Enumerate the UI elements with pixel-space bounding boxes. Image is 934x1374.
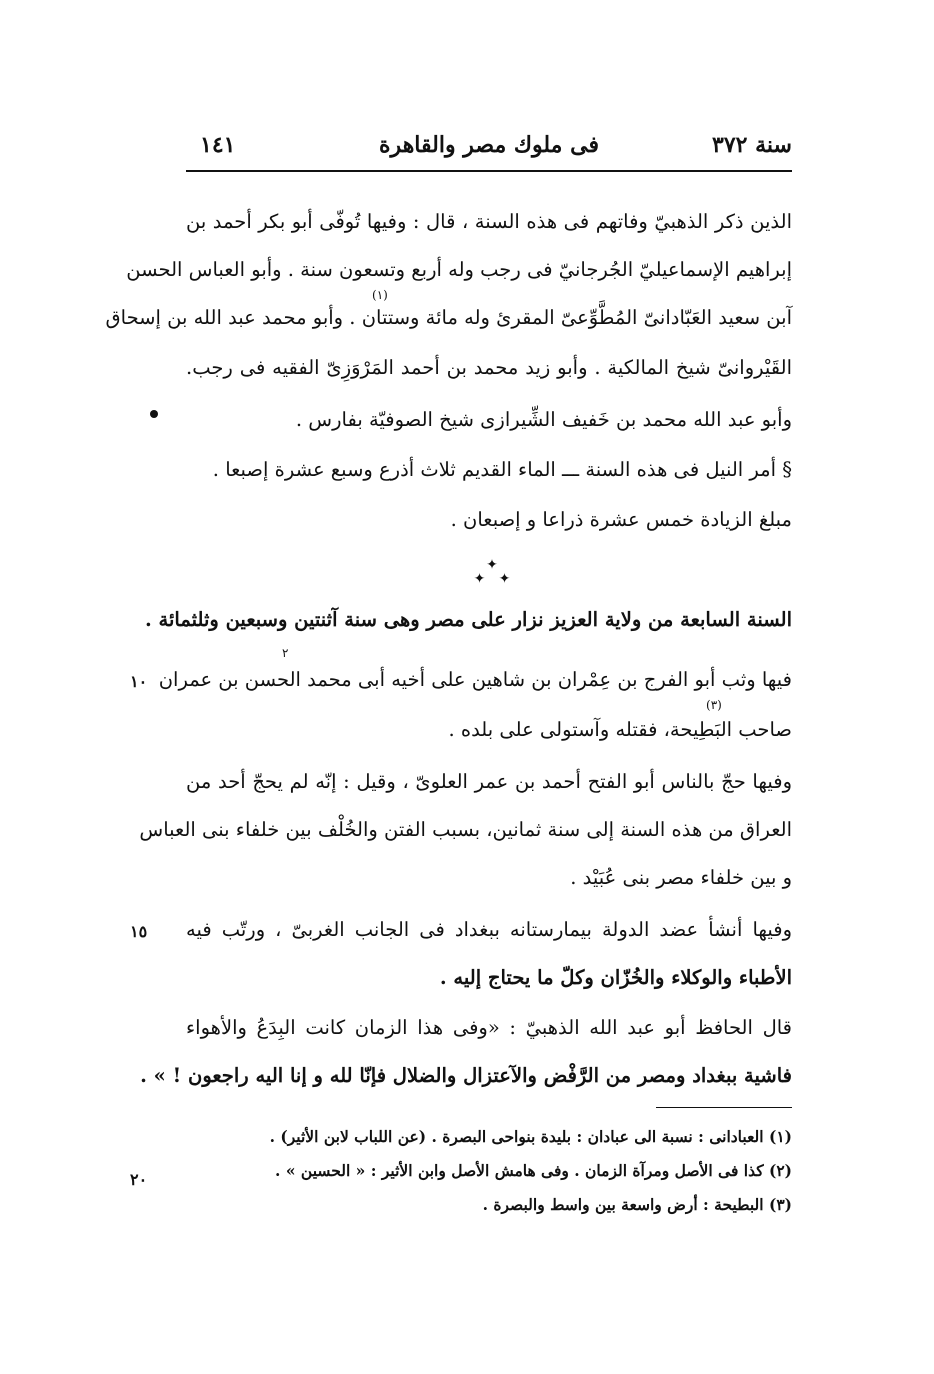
body-line: وفيها حجّ بالناس أبو الفتح أحمد بن عمر العلوىّ ، وقيل : إنّه لم يحجّ أحد من [186, 770, 792, 793]
star-mark: ✦ [498, 571, 511, 587]
header-rule [186, 170, 792, 172]
footnote: (٢) كذا فى الأصل ومرآة الزمان . وفى هامش الأصل وابن الأثير : « الحسين » . [275, 1161, 792, 1180]
body-line: العراق من هذه السنة إلى سنة ثمانين، بسبب الفتن والخُلْف بين خلفاء بنى العباس [139, 818, 792, 841]
header-year: سنة ٣٧٢ [712, 132, 792, 158]
footnote-marker: (١) [372, 288, 388, 302]
body-line: و بين خلفاء مصر بنى عُبَيْد . [570, 866, 792, 889]
body-line: الأطباء والوكلاء والخُزّان وكلّ ما يحتاج إليه . [439, 966, 792, 989]
body-line: الذين ذكر الذهبيّ وفاتهم فى هذه السنة ، قال : وفيها تُوفّى أبو بكر أحمد بن [186, 210, 792, 233]
margin-line-number: ١٠ [130, 672, 148, 691]
margin-dot [150, 410, 158, 418]
body-line: قال الحافظ أبو عبد الله الذهبيّ : «وفى هذا الزمان كانت البِدَعُ والأهواء [186, 1016, 792, 1039]
body-line: إبراهيم الإسماعيليّ الجُرجانيّ فى رجب وله أربع وتسعون سنة . وأبو العباس الحسن [126, 258, 792, 281]
body-line: فيها وثب أبو الفرج بن عِمْران بن شاهين على أخيه أبى محمد الحسن بن عمران [158, 668, 792, 691]
star-mark: ✦ [473, 571, 486, 587]
body-line: مبلغ الزيادة خمس عشرة ذراعا و إصبعان . [450, 508, 792, 531]
section-heading: السنة السابعة من ولاية العزيز نزار على مصر وهى سنة آثنتين وسبعين وثلثمائة . [144, 608, 792, 631]
header-title: فى ملوك مصر والقاهرة [379, 132, 599, 158]
body-line: آبن سعيد العَبّادانىّ المُطَّوِّعىّ المقرئ وله مائة وستتان . وأبو محمد عبد الله بن إسحاق [105, 306, 792, 329]
footnote-marker: (٣) [706, 698, 722, 712]
running-header [186, 128, 792, 170]
body-line: وفيها أنشأ عضد الدولة بيمارستانه ببغداد فى الجانب الغربىّ ، ورتّب فيه [186, 918, 792, 941]
section-stars [462, 558, 522, 598]
body-line: § أمر النيل فى هذه السنة ـــ الماء القديم ثلاث أذرع وسبع عشرة إصبعا . [212, 458, 792, 481]
margin-line-number: ١٥ [130, 922, 148, 941]
star-mark: ✦ [486, 557, 498, 573]
footnote-marker: ٢ [282, 646, 289, 660]
body-line: القَيْروانىّ شيخ المالكية . وأبو زيد محمد بن أحمد المَرْوَزِىّ الفقيه فى رجب. [186, 356, 792, 379]
footnote: (١) العبادانى : نسبة الى عبادان : بليدة بنواحى البصرة . (عن اللباب لابن الأثير) . [269, 1127, 792, 1146]
footnote-rule [656, 1107, 792, 1108]
footnote: (٣) البطيحة : أرض واسعة بين واسط والبصرة . [482, 1195, 792, 1214]
page-number: ١٤١ [200, 132, 236, 158]
body-line: صاحب البَطِيحة، فقتله وآستولى على بلده . [448, 718, 792, 741]
margin-line-number: ٢٠ [130, 1170, 148, 1189]
body-line: وأبو عبد الله محمد بن خَفيف الشِّيرازى شيخ الصوفيّة بفارس . [295, 408, 792, 431]
body-line: فاشية ببغداد ومصر من الرَّفْض والآعتزال والضلال فإنّا لله و إنا اليه راجعون ! » . [140, 1064, 792, 1087]
